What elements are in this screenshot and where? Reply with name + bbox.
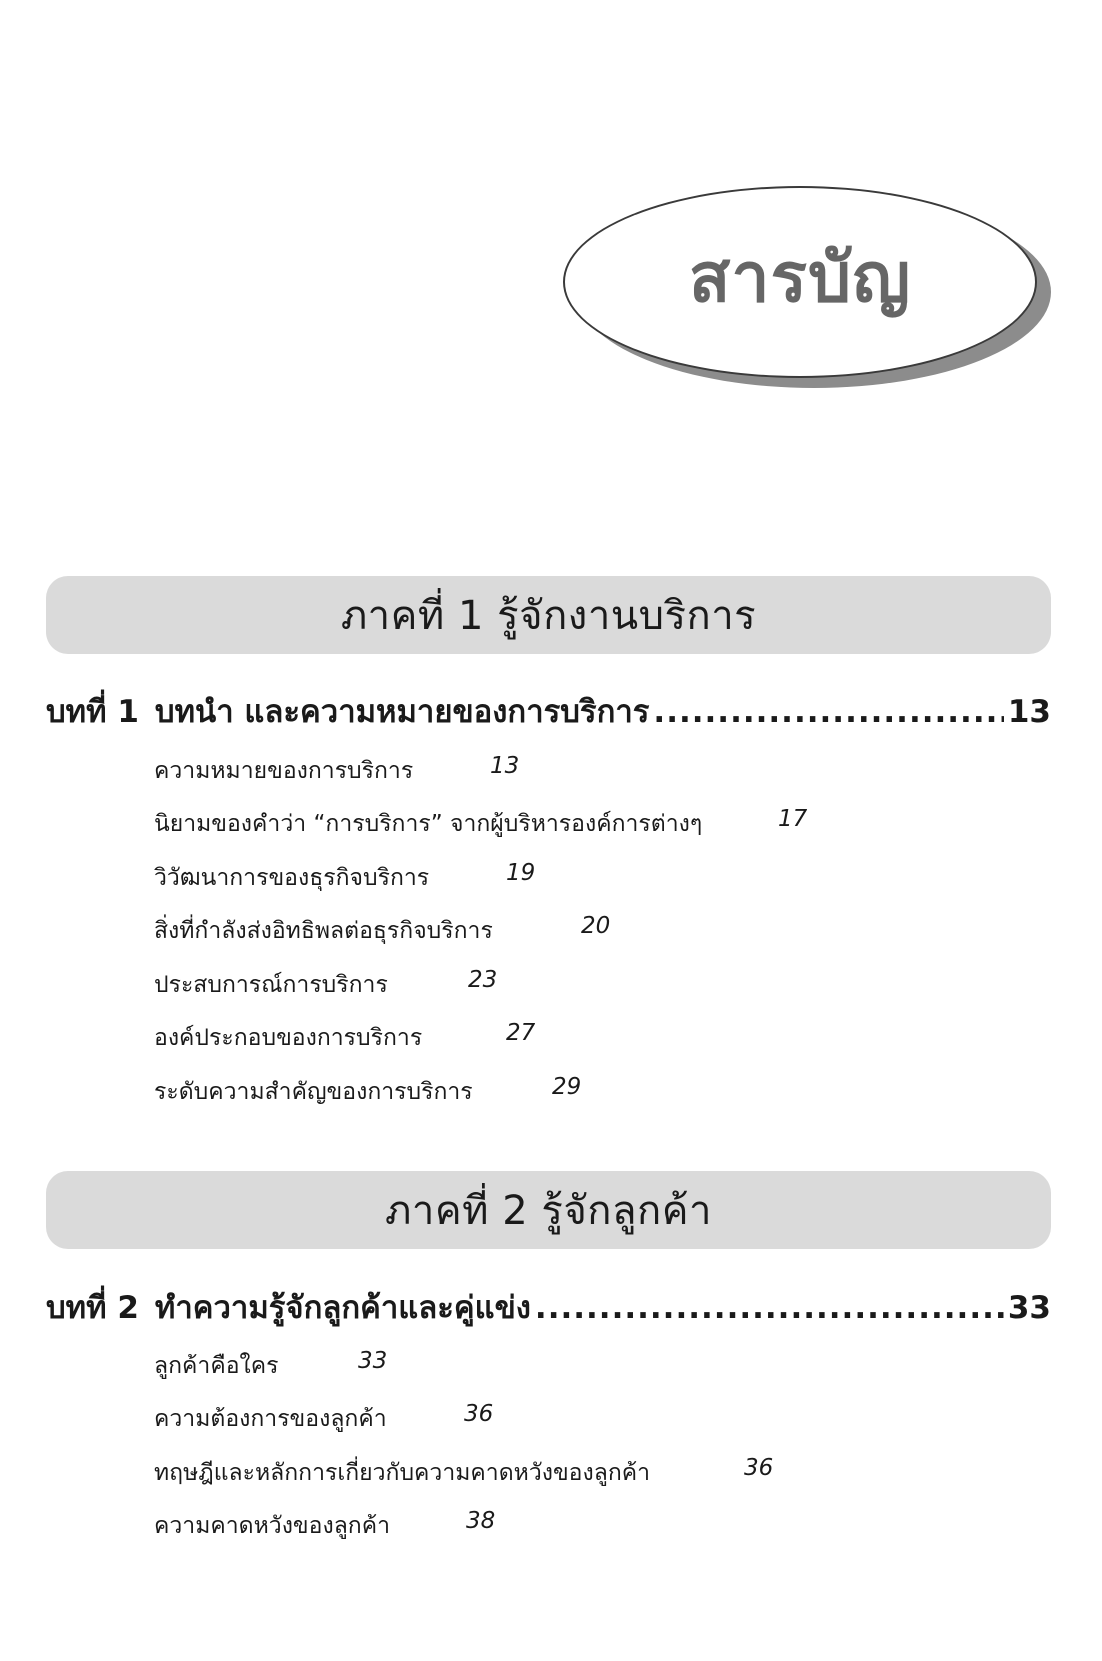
section-page: 13 (490, 753, 520, 779)
section-entry[interactable] (154, 1074, 582, 1110)
section-title: ลูกค้าคือใคร (154, 1353, 279, 1379)
chapter-1-title: บทนำ และความหมายของการบริการ (154, 694, 650, 730)
section-page: 29 (552, 1074, 582, 1100)
section-title: ความต้องการของลูกค้า (154, 1406, 387, 1432)
section-entry[interactable] (154, 860, 536, 896)
section-entry[interactable] (154, 1455, 774, 1491)
section-page: 20 (581, 913, 611, 939)
chapter-1-leader-dots (653, 694, 1003, 730)
section-page: 27 (506, 1020, 536, 1046)
title-ellipse (563, 186, 1037, 378)
section-entry[interactable] (154, 913, 611, 949)
part-2-banner (46, 1171, 1051, 1249)
section-title: ความหมายของการบริการ (154, 758, 414, 784)
section-entry[interactable] (154, 1508, 496, 1544)
section-title: สิ่งที่กำลังส่งอิทธิพลต่อธุรกิจบริการ (154, 918, 493, 944)
chapter-1-page: 13 (1007, 694, 1051, 730)
title-ellipse-graphic (563, 186, 1053, 386)
section-title: ความคาดหวังของลูกค้า (154, 1513, 391, 1539)
section-page: 19 (506, 860, 536, 886)
section-page: 36 (464, 1401, 494, 1427)
section-page: 38 (466, 1508, 496, 1534)
section-title: วิวัฒนาการของธุรกิจบริการ (154, 865, 430, 891)
chapter-2-entry[interactable] (46, 1282, 1051, 1332)
section-entry[interactable] (154, 806, 808, 842)
section-title: นิยามของคำว่า “การบริการ” จากผู้บริหารองค์การต่างๆ (154, 811, 703, 837)
chapter-1-entry[interactable] (46, 686, 1051, 736)
section-entry[interactable] (154, 1020, 536, 1056)
chapter-2-label: บทที่ 2 (46, 1290, 139, 1326)
page-title: สารบัญ (688, 239, 912, 318)
section-page: 33 (358, 1348, 388, 1374)
chapter-2-page: 33 (1007, 1290, 1051, 1326)
chapter-2-title: ทำความรู้จักลูกค้าและคู่แข่ง (154, 1290, 531, 1326)
part-1-banner (46, 576, 1051, 654)
section-title: ประสบการณ์การบริการ (154, 972, 388, 998)
section-title: ระดับความสำคัญของการบริการ (154, 1079, 473, 1105)
section-entry[interactable] (154, 753, 520, 789)
section-entry[interactable] (154, 1401, 494, 1437)
chapter-1-label: บทที่ 1 (46, 694, 139, 730)
part-2-title: ภาคที่ 2 รู้จักลูกค้า (385, 1188, 712, 1234)
section-page: 23 (468, 967, 498, 993)
section-title: องค์ประกอบของการบริการ (154, 1025, 423, 1051)
section-page: 17 (778, 806, 808, 832)
section-entry[interactable] (154, 967, 498, 1003)
chapter-2-leader-dots (535, 1290, 1004, 1326)
section-page: 36 (744, 1455, 774, 1481)
section-title: ทฤษฎีและหลักการเกี่ยวกับความคาดหวังของลูกค้า (154, 1460, 651, 1486)
section-entry[interactable] (154, 1348, 388, 1384)
part-1-title: ภาคที่ 1 รู้จักงานบริการ (340, 593, 757, 639)
